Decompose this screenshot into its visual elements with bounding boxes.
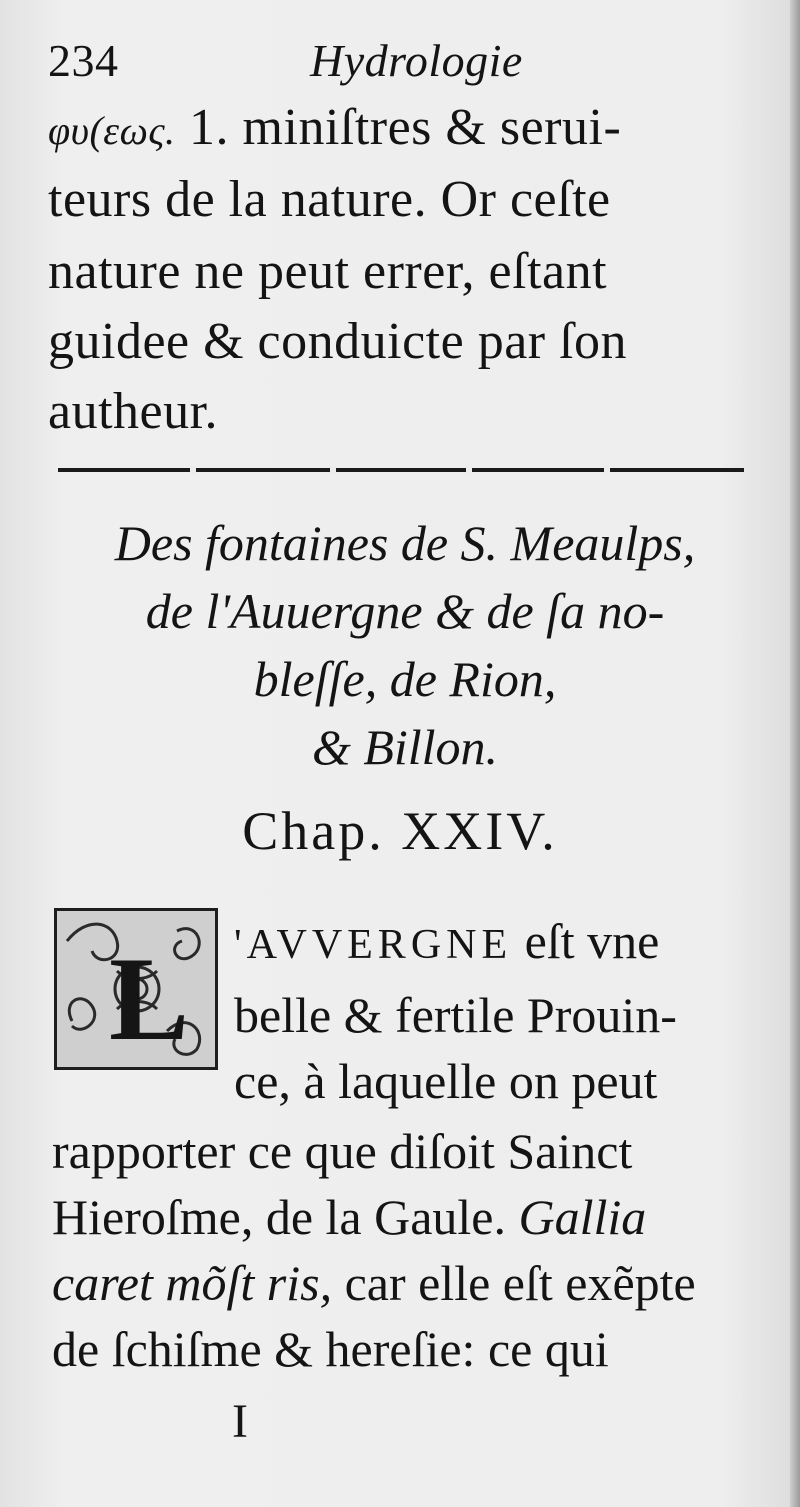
- text-fragment: caret mõſt ris,: [52, 1255, 333, 1311]
- text-line: rapporter ce que diſoit Sainct: [52, 1123, 633, 1179]
- chapter-heading: [0, 800, 800, 862]
- text-line: autheur.: [48, 383, 219, 440]
- chapter-label: Chap.: [242, 801, 385, 861]
- decorated-initial-ornament-icon: [57, 911, 215, 1067]
- text-line: belle & fertile Prouin-: [234, 987, 677, 1043]
- text-fragment: Hieroſme, de la Gaule.: [52, 1189, 506, 1245]
- section-title-line: Des fontaines de S. Meaulps,: [114, 515, 696, 571]
- text-fragment: car elle eſt exẽpte: [344, 1255, 696, 1311]
- text-line: [234, 912, 659, 970]
- text-line: [52, 1254, 696, 1312]
- text-line: nature ne peut errer, eſtant: [48, 243, 608, 300]
- text-fragment: 'AVVERGNE: [234, 922, 513, 968]
- section-title-line: & Billon.: [311, 719, 499, 775]
- chapter-number: XXIV.: [401, 801, 558, 861]
- text-line: [52, 1188, 646, 1246]
- greek-word: φυ(εως.: [48, 108, 176, 153]
- ornamental-rule: [58, 468, 744, 472]
- section-title-line: de l'Auuergne & de ſa no-: [145, 583, 665, 639]
- text-line: guidee & conduicte par ſon: [48, 313, 628, 370]
- section-title-line: bleſſe, de Rion,: [253, 651, 557, 707]
- page-gutter: [790, 0, 800, 1507]
- text-line: de ſchiſme & hereſie: ce qui: [52, 1321, 609, 1377]
- text-line: teurs de la nature. Or ceſte: [48, 171, 611, 228]
- text-fragment: eſt vne: [524, 913, 660, 969]
- running-head-title: Hydrologie: [310, 35, 523, 86]
- decorated-initial: [54, 908, 218, 1070]
- initial-letter: L: [109, 932, 190, 1065]
- text-fragment: Gallia: [518, 1189, 647, 1245]
- text-line: [48, 92, 621, 167]
- page-number: 234: [48, 35, 119, 86]
- signature-mark: I: [232, 1395, 248, 1448]
- text-fragment: 1. miniſtres & serui-: [189, 99, 622, 156]
- text-line: ce, à laquelle on peut: [234, 1053, 658, 1109]
